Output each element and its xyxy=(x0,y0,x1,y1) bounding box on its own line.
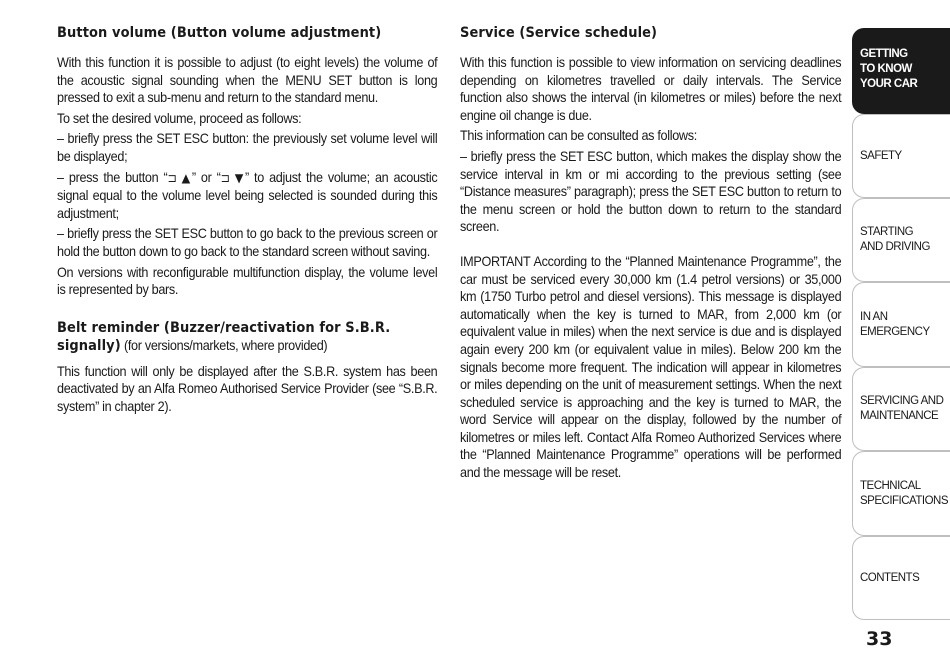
paragraph: This information can be consulted as follows: xyxy=(460,128,697,144)
paragraph: – briefly press the SET ESC button, which makes the display show the service interval in km or mi according to the previous setting (see “Distance measures” paragraph); press the SET ESC button to return to the menu screen or hold the button down to return to the standard screen. xyxy=(460,148,842,235)
tab-label: MAINTENANCE xyxy=(860,410,939,422)
paragraph: To set the desired volume, proceed as follows: xyxy=(57,110,302,126)
paragraph: – briefly press the SET ESC button: the previously set volume level will be displayed; xyxy=(57,131,438,164)
text-fragment: – press the button “ xyxy=(57,169,168,185)
text-fragment: ” or “ xyxy=(191,169,221,185)
paragraph xyxy=(57,169,437,223)
tab-contents[interactable] xyxy=(852,536,950,620)
volume-down-icon: ⊐ ▼ xyxy=(220,170,245,185)
tab-label: SERVICING AND xyxy=(860,395,944,407)
text-fragment: ” to adjust the volume; an acoustic signal equal to the volume level being selected is sounded during this adjustment; xyxy=(57,169,438,221)
paragraph: With this function is possible to view information on servicing deadlines depending on kilometres travelled or daily intervals. The Service function also shows the interval (in kilometres or miles) before the next engine oil change is due. xyxy=(460,55,842,123)
paragraph: On versions with reconfigurable multifunction display, the volume level is represented by bars. xyxy=(57,264,438,298)
tab-label: EMERGENCY xyxy=(860,325,930,338)
section-heading-belt-reminder xyxy=(57,319,437,355)
tab-label: TECHNICAL xyxy=(860,479,921,492)
tab-starting-and-driving[interactable] xyxy=(852,198,950,282)
section-heading-service: Service (Service schedule) xyxy=(460,25,658,41)
tab-servicing-and-maintenance[interactable] xyxy=(852,367,950,451)
tab-label: YOUR CAR xyxy=(860,78,918,90)
tab-safety[interactable] xyxy=(852,114,950,198)
tab-label: SAFETY xyxy=(860,149,902,162)
tab-technical-specifications[interactable] xyxy=(852,451,950,536)
right-column xyxy=(460,24,841,485)
section-heading-button-volume: Button volume (Button volume adjustment) xyxy=(57,25,382,41)
tab-getting-to-know-your-car[interactable] xyxy=(852,28,950,114)
belt-reminder-title: Belt reminder (Buzzer/reactivation for S.B.R. signally) xyxy=(57,319,391,354)
paragraph: This function will only be displayed after the S.B.R. system has been deactivated by an Alfa Romeo Authorised Service Provider (see “S.B.R. system” in chapter 2). xyxy=(57,363,438,414)
page-number: 33 xyxy=(866,628,893,650)
belt-reminder-subtitle: (for versions/markets, where provided) xyxy=(123,337,328,353)
paragraph: – briefly press the SET ESC button to go back to the previous screen or hold the button down to go back to the standard screen without saving. xyxy=(57,226,438,259)
volume-up-icon: ⊐ ▲ xyxy=(167,170,192,185)
left-column xyxy=(57,24,437,419)
tab-label: IN AN xyxy=(860,310,888,323)
tab-label: GETTING xyxy=(860,48,908,60)
tab-label: CONTENTS xyxy=(860,571,920,584)
chapter-tabs xyxy=(852,28,950,618)
tab-label: SPECIFICATIONS xyxy=(860,494,948,507)
tab-label: STARTING xyxy=(860,226,914,238)
tab-in-an-emergency[interactable] xyxy=(852,282,950,367)
tab-label: TO KNOW xyxy=(860,63,912,75)
tab-label: AND DRIVING xyxy=(860,241,930,253)
paragraph: With this function it is possible to adjust (to eight levels) the volume of the acoustic signal sounding when the MENU SET button is long pressed to exit a sub-menu and return to the standard menu. xyxy=(57,55,438,106)
paragraph-important: IMPORTANT According to the “Planned Maintenance Programme”, the car must be serviced every 30,000 km (1.4 petrol versions) or 35,000 km (1750 Turbo petrol and diesel versions). This message is displayed automatically when the key is turned to MAR, from 2,000 km (or equivalent value in miles) when the next service is due and is displayed again every 200 km (or equivalent value in miles). Below 200 km the signals become more frequent. The indication will appear in kilometres or miles depending on the unit of measurement settings. When the next scheduled service is approaching and the key is turned to MAR, the word Service will appear on the display, followed by the number of kilometres or miles left. Contact Alfa Romeo Authorized Services where the “Planned Maintenance Programme” operations will be performed and the message will be reset. xyxy=(460,253,842,481)
